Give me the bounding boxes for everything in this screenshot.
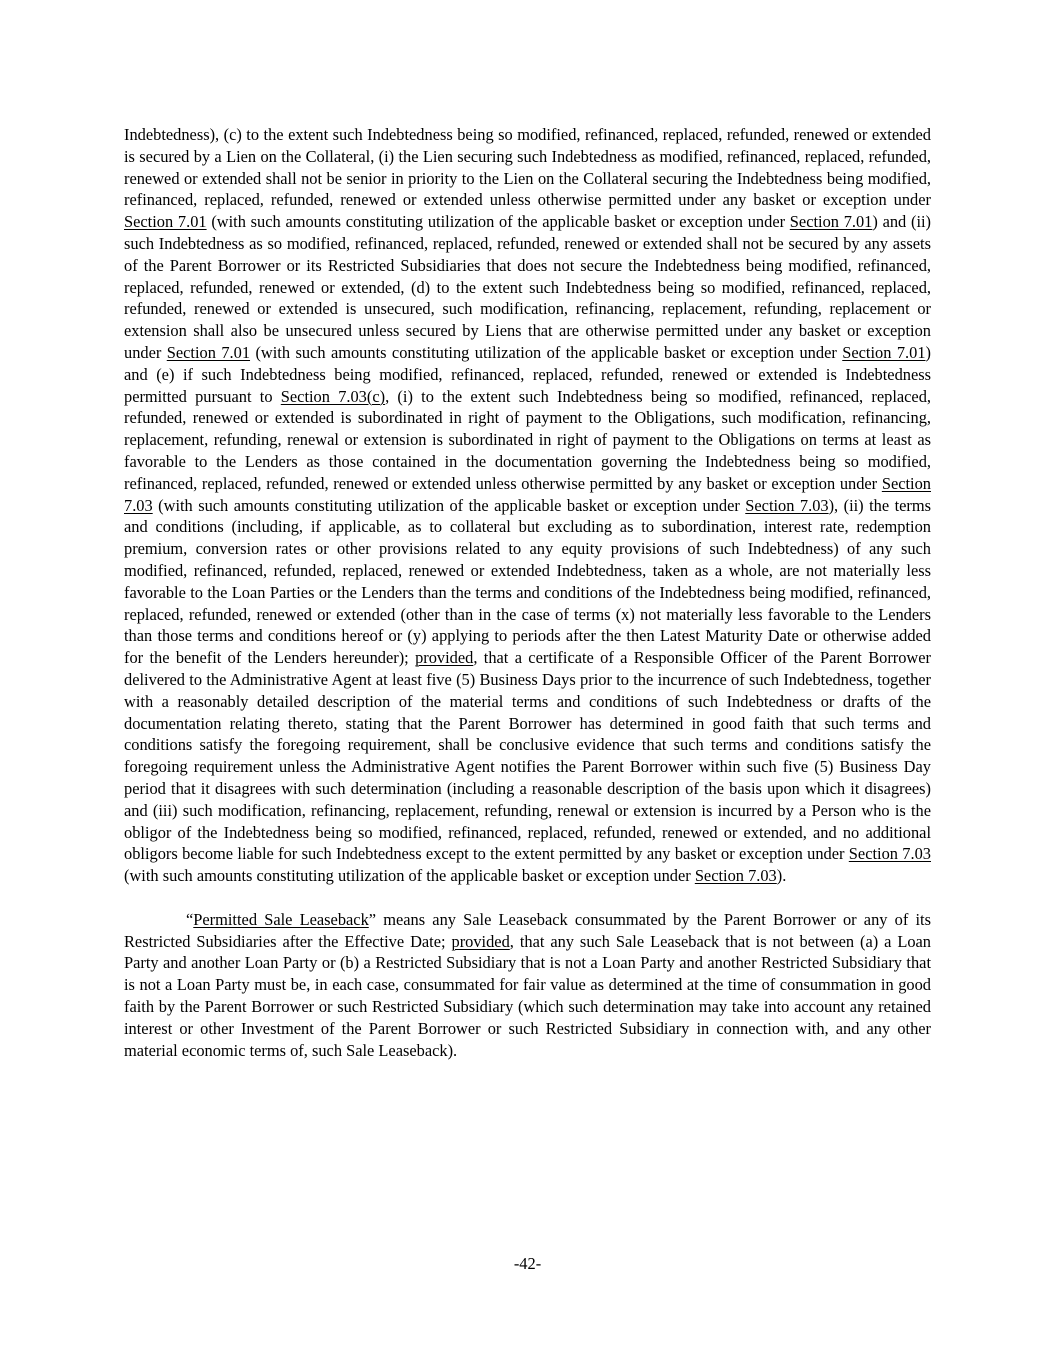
open-quote: “ xyxy=(186,909,194,929)
section-reference: Section 7.01 xyxy=(124,212,207,232)
text-run: (with such amounts constituting utilization of the applicable basket or exception under xyxy=(206,212,790,232)
text-run: ) and (ii) such Indebtedness as so modified, refinanced, replaced, refunded, renewed or extended shall not be secured by any assets of the Parent Borrower or its Restricted Subsidiaries that does not secure the Indebtedness being modified, refinanced, replaced, refunded, renewed or extended, (d) to the extent such Indebtedness being so modified, refinanced, replaced, refunded, renewed or extended is unsecured, such modification, refinancing, replacement, refunding, replacement or extension shall also be unsecured unless secured by Liens that are otherwise permitted under any basket or exception under xyxy=(124,212,932,362)
defined-term: Permitted Sale Leaseback xyxy=(193,909,369,929)
text-run: , that any such Sale Leaseback that is not between (a) a Loan Party and another Loan Party or (b) a Restricted Subsidiary that is not a Loan Party and another Restricted Subsidiary that is not a Loan Party must be, in each case, consummated for fair value as determined at the time of consummation in good faith by the Parent Borrower or such Restricted Subsidiary (which such determination may take into account any retained interest or other Investment of the Parent Borrower or such Restricted Subsidiary in connection with, and any other material economic terms of, such Sale Leaseback). xyxy=(124,931,932,1060)
text-run: (with such amounts constituting utilization of the applicable basket or exception under xyxy=(152,495,746,515)
paragraph-indebtedness-conditions xyxy=(124,124,931,887)
text-run: ), (ii) the terms and conditions (including, if applicable, as to collateral but excluding as to subordination, interest rate, redemption premium, conversion rates or other provisions related to any equity provisions of such Indebtedness) of any such modified, refinanced, refunded, replaced, renewed or extended Indebtedness, taken as a whole, are not materially less favorable to the Loan Parties or the Lenders than the terms and conditions of the Indebtedness being modified, refinanced, replaced, refunded, renewed or extended (other than in the case of terms (x) not materially less favorable to the Lenders than those terms and conditions hereof or (y) applying to periods after the then Latest Maturity Date or otherwise added for the benefit of the Lenders hereunder); xyxy=(124,495,931,668)
text-run: , that a certificate of a Responsible Officer of the Parent Borrower delivered to the Administrative Agent at least five (5) Business Days prior to the incurrence of such Indebtedness, together with a reasonably detailed description of the material terms and conditions of such Indebtedness or drafts of the documentation relating thereto, stating that the Parent Borrower has determined in good faith that such terms and conditions satisfy the foregoing requirement, shall be conclusive evidence that such terms and conditions satisfy the foregoing requirement unless the Administrative Agent notifies the Parent Borrower within such five (5) Business Day period that it disagrees with such determination (including a reasonable description of the basis upon which it disagrees) and (iii) such modification, refinancing, replacement, refunding, renewal or extension is incurred by a Person who is the obligor of the Indebtedness being so modified, refinanced, replaced, refunded, renewed or extended, and no additional obligors become liable for such Indebtedness except to the extent permitted by any basket or exception under xyxy=(124,648,932,864)
text-run: Indebtedness), (c) to the extent such Indebtedness being so modified, refinanced, replaced, refunded, renewed or extended is secured by a Lien on the Collateral, (i) the Lien securing such Indebtedness as modified, refinanced, replaced, refunded, renewed or extended shall not be senior in priority to the Lien on the Collateral securing the Indebtedness being modified, refinanced, replaced, refunded, renewed or extended unless otherwise permitted under any basket or exception under xyxy=(124,125,931,210)
page-number: -42- xyxy=(513,1254,542,1273)
text-run: (with such amounts constituting utilization of the applicable basket or exception under xyxy=(124,866,695,886)
text-run: ). xyxy=(776,866,787,886)
document-page xyxy=(124,124,931,1061)
provided-term: provided xyxy=(415,648,474,668)
paragraph-permitted-sale-leaseback xyxy=(124,909,931,1062)
text-run: (with such amounts constituting utilization of the applicable basket or exception under xyxy=(250,342,843,362)
section-reference: Section 7.03(c) xyxy=(280,386,386,406)
section-reference: Section 7.03 xyxy=(124,473,931,515)
text-run: ” means any Sale Leaseback consummated by the Parent Borrower or any of its Restricted Subsidiaries after the Effective Date; xyxy=(124,909,931,951)
section-reference: Section 7.01 xyxy=(789,212,873,232)
section-reference: Section 7.03 xyxy=(694,866,777,886)
text-run: , (i) to the extent such Indebtedness being so modified, refinanced, replaced, refunded, renewed or extended is subordinated in right of payment to the Obligations, such modification, refinancing, replacement, refunding, renewal or extension is subordinated in right of payment to the Obligations on terms at least as favorable to the Lenders as those contained in the documentation governing the Indebtedness being so modified, refinanced, replaced, refunded, renewed or extended unless otherwise permitted by any basket or exception under xyxy=(124,386,931,493)
provided-term: provided xyxy=(451,931,510,951)
section-reference: Section 7.03 xyxy=(745,495,829,515)
text-run: ) and (e) if such Indebtedness being modified, refinanced, replaced, refunded, renewed or extended is Indebtedness permitted pursuant to xyxy=(124,342,931,406)
section-reference: Section 7.01 xyxy=(166,342,251,362)
section-reference: Section 7.03 xyxy=(848,844,931,864)
section-reference: Section 7.01 xyxy=(842,342,926,362)
